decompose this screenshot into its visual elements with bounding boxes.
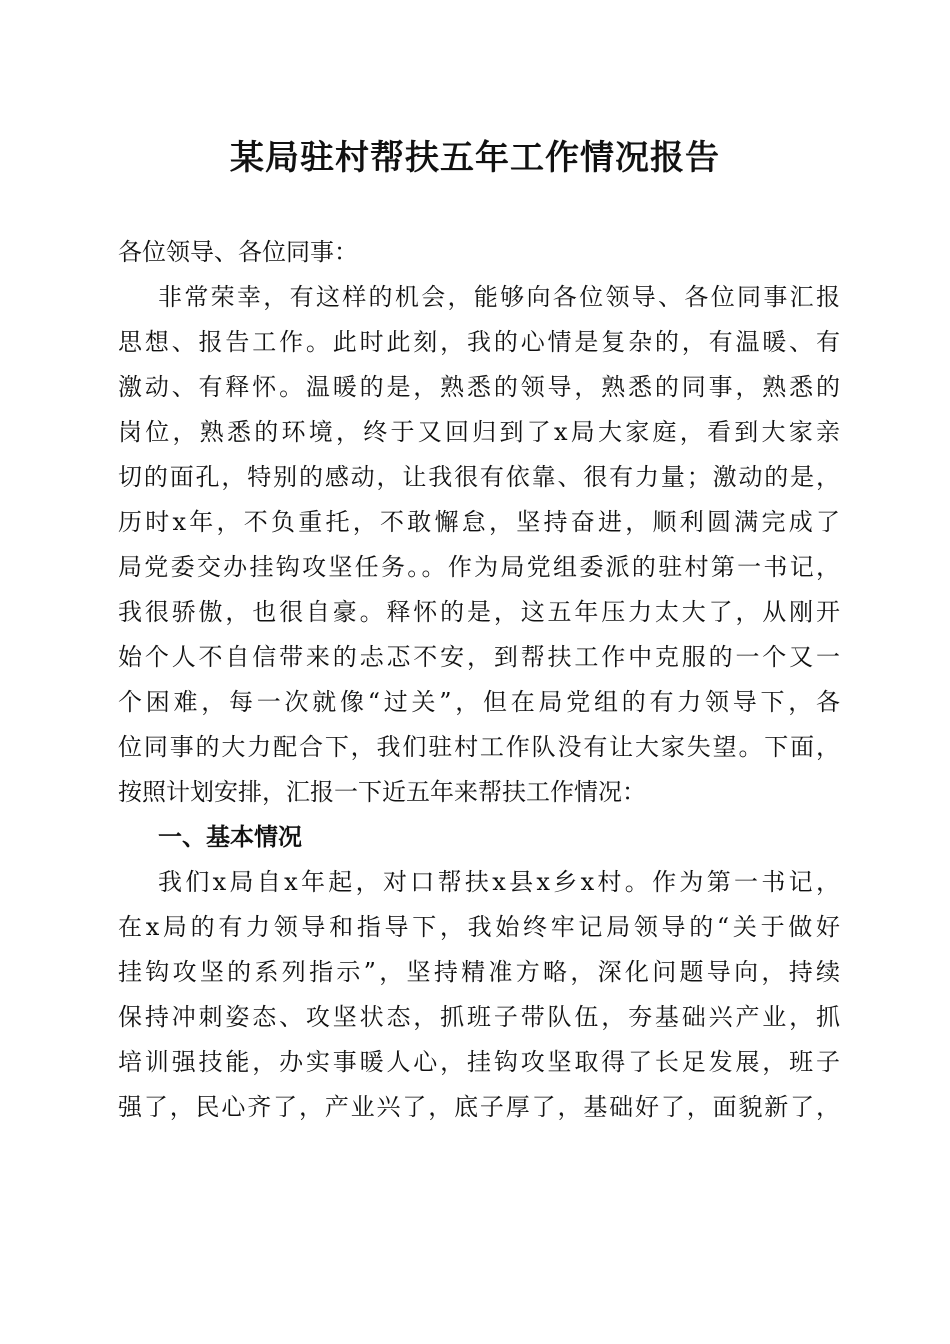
document-title: 某局驻村帮扶五年工作情况报告 <box>230 138 720 178</box>
paragraph-line: 位同事的大力配合下，我们驻村工作队没有让大家失望。下面， <box>118 733 840 761</box>
document-body <box>118 230 840 1130</box>
paragraph-line: 切的面孔，特别的感动，让我很有依靠、很有力量；激动的是， <box>118 463 840 491</box>
paragraph-line: 历时x年，不负重托，不敢懈怠，坚持奋进，顺利圆满完成了 <box>118 508 840 536</box>
salutation: 各位领导、各位同事： <box>118 238 358 266</box>
paragraph-line: 保持冲刺姿态、攻坚状态，抓班子带队伍，夯基础兴产业，抓 <box>118 1003 840 1031</box>
paragraph-line: 在x局的有力领导和指导下，我始终牢记局领导的“关于做好 <box>118 913 840 941</box>
intro-paragraph <box>118 275 840 815</box>
paragraph-line: 始个人不自信带来的忐忑不安，到帮扶工作中克服的一个又一 <box>118 643 840 671</box>
paragraph-line: 岗位，熟悉的环境，终于又回归到了x局大家庭，看到大家亲 <box>118 418 840 446</box>
paragraph-line: 个困难，每一次就像“过关”，但在局党组的有力领导下，各 <box>118 688 840 716</box>
paragraph-line: 培训强技能，办实事暖人心，挂钩攻坚取得了长足发展，班子 <box>118 1048 840 1076</box>
section1-paragraph <box>118 860 840 1130</box>
section-heading: 一、基本情况 <box>158 823 302 851</box>
paragraph-line: 挂钩攻坚的系列指示”，坚持精准方略，深化问题导向，持续 <box>118 958 840 986</box>
paragraph-line: 思想、报告工作。此时此刻，我的心情是复杂的，有温暖、有 <box>118 328 840 356</box>
paragraph-line: 按照计划安排，汇报一下近五年来帮扶工作情况： <box>118 778 646 806</box>
paragraph-line: 激动、有释怀。温暖的是，熟悉的领导，熟悉的同事，熟悉的 <box>118 373 840 401</box>
paragraph-line: 非常荣幸，有这样的机会，能够向各位领导、各位同事汇报 <box>158 283 840 311</box>
paragraph-line: 局党委交办挂钩攻坚任务。。作为局党组委派的驻村第一书记， <box>118 553 840 581</box>
paragraph-line: 我们x局自x年起，对口帮扶x县x乡x村。作为第一书记， <box>158 868 840 896</box>
paragraph-line: 我很骄傲，也很自豪。释怀的是，这五年压力太大了，从刚开 <box>118 598 840 626</box>
paragraph-line: 强了，民心齐了，产业兴了，底子厚了，基础好了，面貌新了， <box>118 1093 840 1121</box>
